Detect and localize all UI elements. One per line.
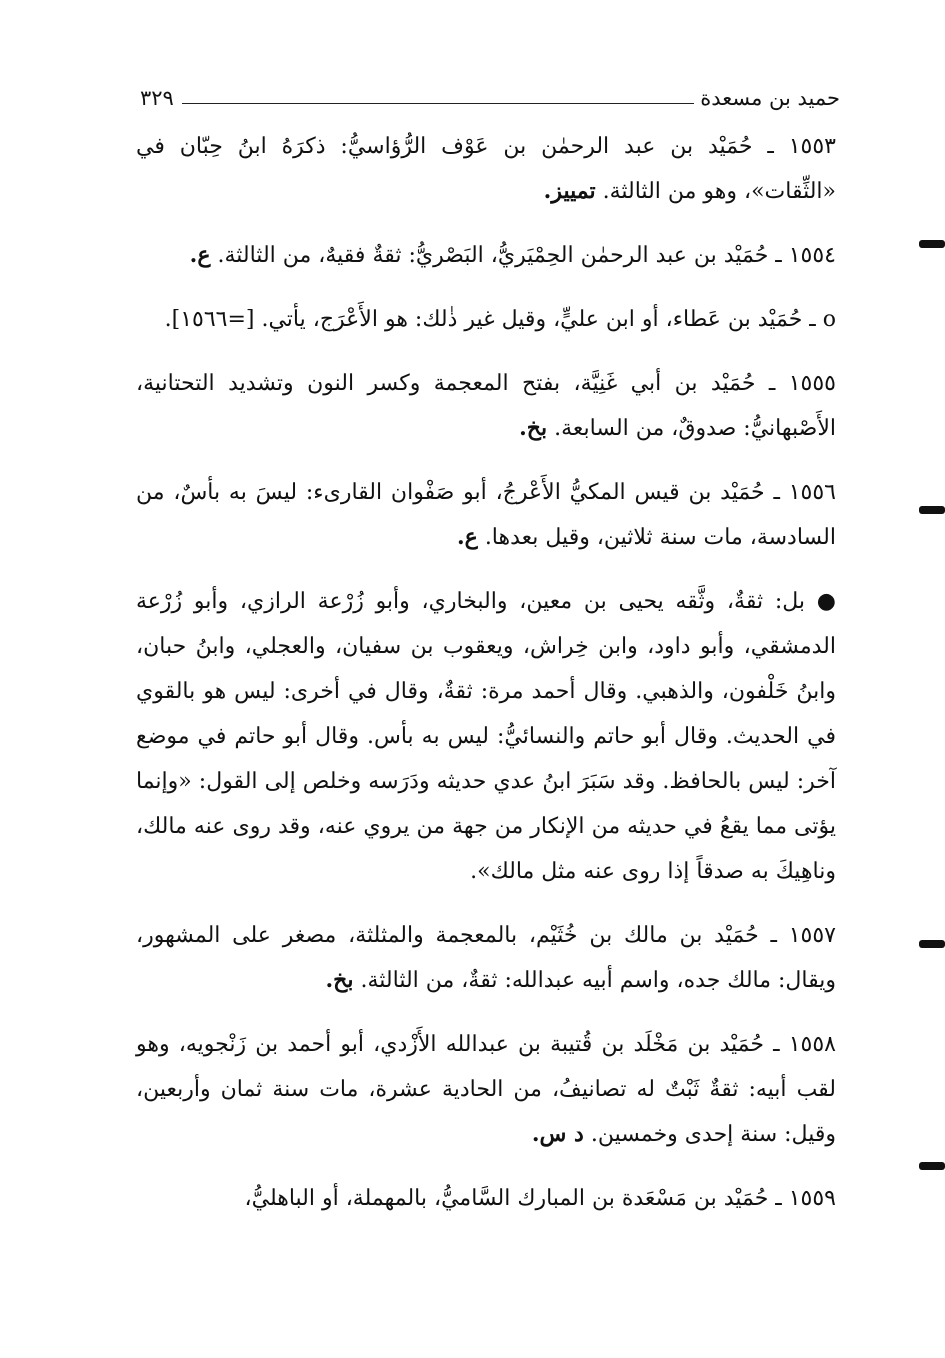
entry-text: ـ حُمَيْد بن عَطاء، أو ابن عليٍّ، وقيل غير ذٰلك: هو الأَعْرَج، يأتي. [=١٥٦٦]. <box>164 307 816 332</box>
entry-1559 <box>136 1176 836 1221</box>
entry-1553 <box>136 124 836 214</box>
running-header <box>140 76 840 110</box>
entry-1558 <box>136 1022 836 1157</box>
entry-cross-reference <box>136 297 836 342</box>
circle-marker-icon: ο <box>822 307 836 332</box>
page-number: ٣٢٩ <box>140 86 174 110</box>
entry-1556 <box>136 470 836 560</box>
entry-text: ١٥٥٩ ـ حُمَيْد بن مَسْعَدة بن المبارك السَّاميُّ، بالمهملة، أو الباهليُّ، <box>244 1186 836 1211</box>
entry-text: ١٥٥٦ ـ حُمَيْد بن قيس المكيُّ الأَعْرجُ، أبو صَفْوان القارىء: ليسَ به بأسٌ، من السادسة، مات سنة ثلاثين، وقيل بعدها. <box>136 480 836 550</box>
entry-1554 <box>136 233 836 278</box>
entry-text: ١٥٥٥ ـ حُمَيْد بن أبي غَنِيَّة، بفتح المعجمة وكسر النون وتشديد التحتانية، الأَصْبهانيُّ: صدوقٌ، من السابعة. <box>136 371 836 441</box>
margin-tab-mark <box>919 240 945 248</box>
entry-1555 <box>136 361 836 451</box>
entry-rumuz: بخ. <box>519 415 548 441</box>
entry-rumuz: ع. <box>457 524 478 550</box>
margin-tab-mark <box>919 1162 945 1170</box>
entry-1557 <box>136 913 836 1003</box>
commentary-text: بل: ثقةٌ، وثَّقه يحيى بن معين، والبخاري، وأبو زُرْعة الرازي، وأبو زُرْعة الدمشقي، وأبو داود، وابن خِراش، ويعقوب بن سفيان، والعجلي، وابنُ حبان، وابنُ خَلْفون، والذهبي. وقال أحمد مرة: ثقةٌ، وقال في أخرى: ليس هو بالقوي في الحديث. وقال أبو حاتم والنسائيُّ: ليس به بأس. وقال أبو حاتم في موضع آخر: ليس بالحافظ. وقد سَبَرَ ابنُ عدي حديثه ودَرَسه وخلص إلى القول: «وإنما يؤتى مما يقعُ في حديثه من الإنكار من جهة من يروي عنه، وقد روى عنه مالك، وناهِيكَ به صدقاً إذا روى عنه مثل مالك». <box>136 589 836 884</box>
entry-rumuz: بخ. <box>325 967 354 993</box>
entry-text: ١٥٥٣ ـ حُمَيْد بن عبد الرحمٰن بن عَوْف الرُّؤاسيُّ: ذكرَهُ ابنُ حِبّان في «الثِّقات»، وهو من الثالثة. <box>136 134 836 204</box>
editor-commentary <box>136 579 836 894</box>
margin-tab-mark <box>919 506 945 514</box>
entry-rumuz: ع. <box>189 242 211 268</box>
body-text <box>136 124 836 1240</box>
entry-text: ١٥٥٨ ـ حُمَيْد بن مَخْلَد بن قُتيبة بن عبدالله الأَزْدي، أبو أحمد بن زَنْجويه، وهو لقب أبيه: ثقةٌ ثَبْتٌ له تصانيفُ، من الحادية عشرة، مات سنة ثمان وأربعين، وقيل: سنة إحدى وخمسين. <box>136 1032 836 1147</box>
header-rule <box>182 103 694 104</box>
entry-text: ١٥٥٧ ـ حُمَيْد بن مالك بن خُثَيْم، بالمعجمة والمثلثة، مصغر على المشهور، ويقال: مالك جده، واسم أبيه عبدالله: ثقةٌ، من الثالثة. <box>136 923 836 993</box>
margin-tab-mark <box>919 940 945 948</box>
running-title: حميد بن مسعدة <box>700 86 840 110</box>
entry-text: ١٥٥٤ ـ حُمَيْد بن عبد الرحمٰن الحِمْيَريُّ، البَصْريُّ: ثقةٌ فقيهٌ، من الثالثة. <box>217 243 836 268</box>
entry-rumuz: د س. <box>531 1121 584 1147</box>
entry-rumuz: تمييز. <box>543 178 596 204</box>
bullet-dot-icon: ● <box>816 589 836 614</box>
